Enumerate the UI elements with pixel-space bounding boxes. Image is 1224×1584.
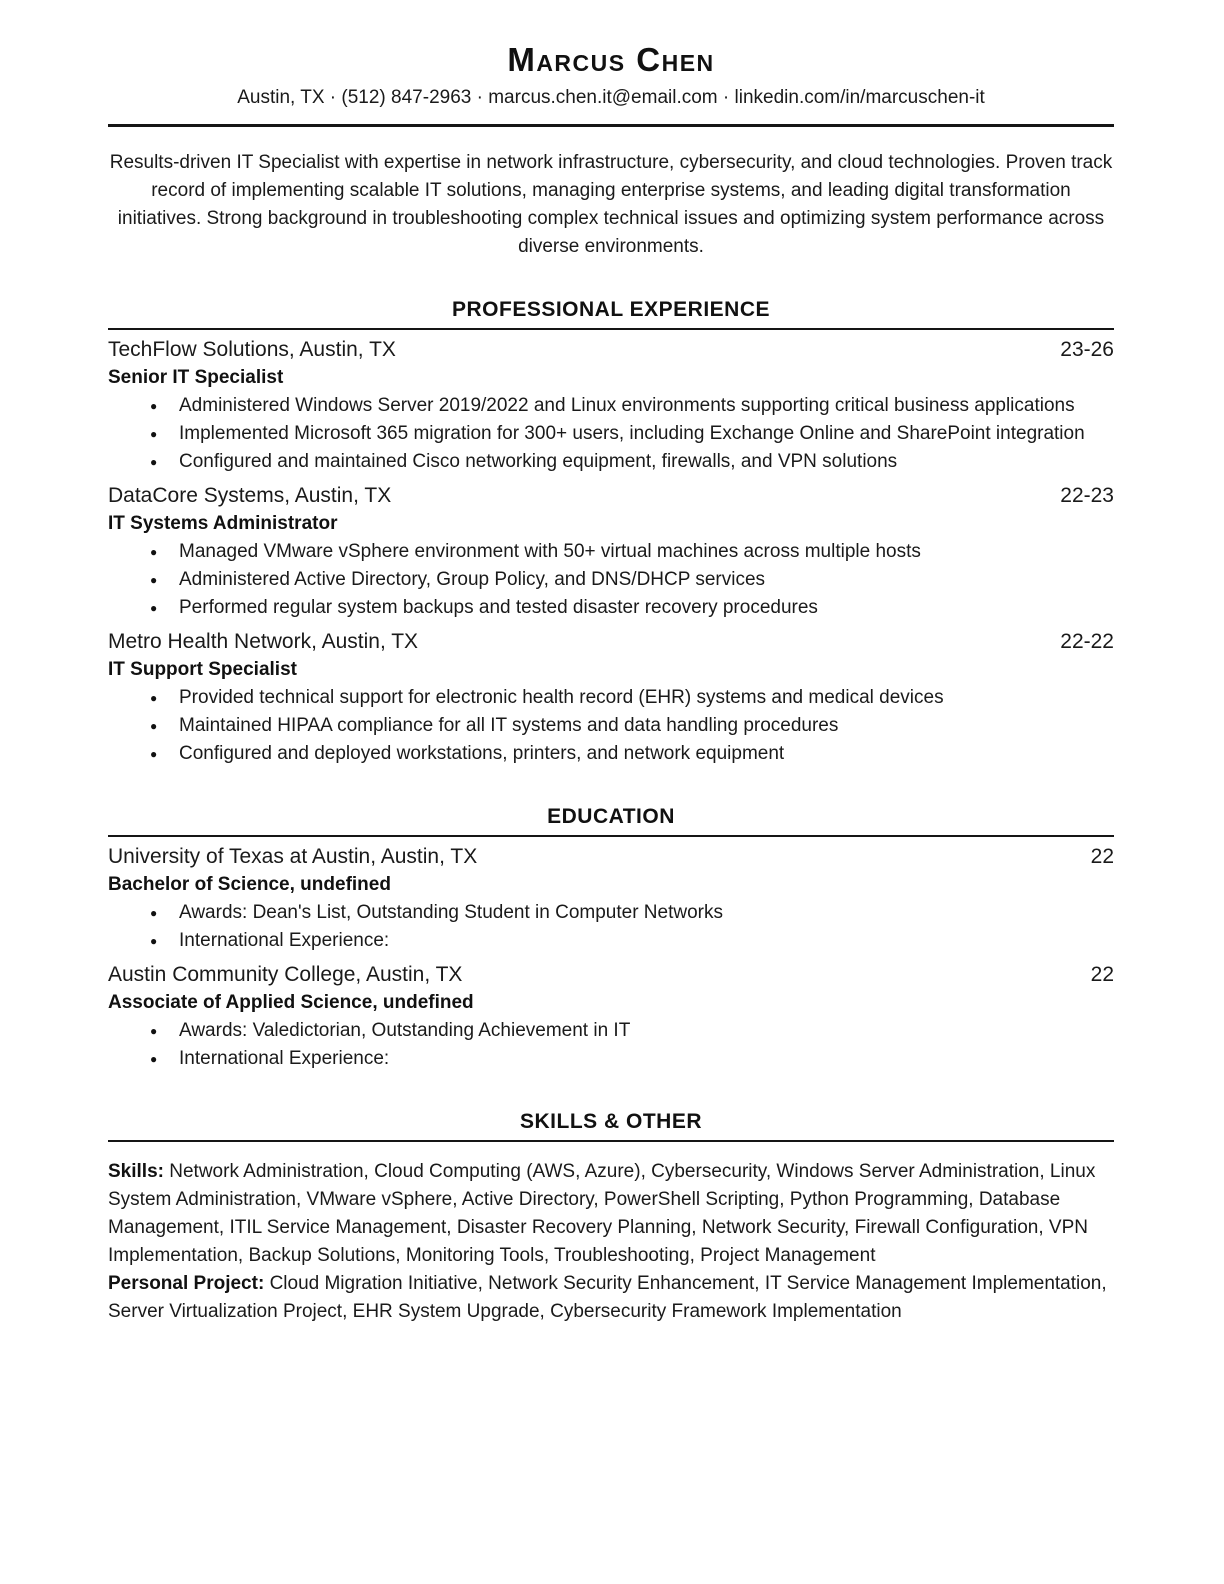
school-name: University of Texas at Austin, Austin, TX — [108, 845, 478, 868]
education-section — [108, 842, 1114, 1073]
degree-title: Bachelor of Science, undefined — [108, 874, 391, 895]
project-label: Personal Project: — [108, 1273, 265, 1294]
experience-section — [108, 335, 1114, 768]
project-paragraph — [108, 1270, 1114, 1326]
summary-text: Results-driven IT Specialist with expertise in network infrastructure, cybersecurity, and cloud technologies. Proven track record of implementing scalable IT solutions, managing enterprise systems, and leading digital transformation initiatives. Strong background in troubleshooting complex technical issues and optimizing system performance across diverse environments. — [109, 152, 1113, 257]
bullet-item: ● Provided technical support for electronic health record (EHR) systems and medical devices — [108, 684, 1114, 712]
job-title: Senior IT Specialist — [108, 367, 284, 388]
entry-header — [108, 335, 1114, 364]
school-name: Austin Community College, Austin, TX — [108, 963, 463, 986]
resume-header — [108, 42, 1114, 127]
section-title-skills: SKILLS & OTHER — [108, 1109, 1114, 1142]
experience-entry — [108, 335, 1114, 476]
bullet-item: ● Configured and maintained Cisco networking equipment, firewalls, and VPN solutions — [108, 448, 1114, 476]
company-name: Metro Health Network, Austin, TX — [108, 630, 419, 653]
education-entry — [108, 960, 1114, 1073]
bullet-list — [108, 1017, 1114, 1073]
degree-title: Associate of Applied Science, undefined — [108, 992, 474, 1013]
section-title-experience: PROFESSIONAL EXPERIENCE — [108, 297, 1114, 330]
bullet-item: ● International Experience: — [108, 1045, 1114, 1073]
bullet-list — [108, 899, 1114, 955]
bullet-item: ● Implemented Microsoft 365 migration for 300+ users, including Exchange Online and SharePoint integration — [108, 420, 1114, 448]
skills-paragraph — [108, 1158, 1114, 1270]
bullet-item: ● Configured and deployed workstations, printers, and network equipment — [108, 740, 1114, 768]
bullet-list — [108, 684, 1114, 768]
bullet-item: ● Awards: Dean's List, Outstanding Student in Computer Networks — [108, 899, 1114, 927]
entry-header — [108, 481, 1114, 510]
bullet-list — [108, 392, 1114, 476]
bullet-item: ● Administered Windows Server 2019/2022 and Linux environments supporting critical business applications — [108, 392, 1114, 420]
skills-section — [108, 1158, 1114, 1326]
bullet-item: ● International Experience: — [108, 927, 1114, 955]
bullet-item: ● Managed VMware vSphere environment with 50+ virtual machines across multiple hosts — [108, 538, 1114, 566]
entry-dates: 22-23 — [1060, 484, 1114, 507]
skills-label: Skills: — [108, 1161, 164, 1182]
skills-text: Network Administration, Cloud Computing (AWS, Azure), Cybersecurity, Windows Server Administration, Linux System Administration, VMware vSphere, Active Directory, PowerShell Scripting, Python Programming, Database Management, ITIL Service Management, Disaster Recovery Planning, Network Security, Firewall Configuration, VPN Implementation, Backup Solutions, Monitoring Tools, Troubleshooting, Project Management — [108, 1161, 1096, 1266]
experience-entry — [108, 481, 1114, 622]
bullet-item: ● Administered Active Directory, Group Policy, and DNS/DHCP services — [108, 566, 1114, 594]
bullet-list — [108, 538, 1114, 622]
contact-line: Austin, TX · (512) 847-2963 · marcus.chen.it@email.com · linkedin.com/in/marcuschen-it — [237, 87, 985, 108]
job-title: IT Systems Administrator — [108, 513, 338, 534]
section-title-education: EDUCATION — [108, 804, 1114, 837]
company-name: TechFlow Solutions, Austin, TX — [108, 338, 396, 361]
company-name: DataCore Systems, Austin, TX — [108, 484, 392, 507]
entry-dates: 22 — [1090, 963, 1114, 986]
entry-dates: 22-22 — [1060, 630, 1114, 653]
job-title: IT Support Specialist — [108, 659, 297, 680]
experience-entry — [108, 627, 1114, 768]
bullet-item: ● Performed regular system backups and tested disaster recovery procedures — [108, 594, 1114, 622]
bullet-item: ● Maintained HIPAA compliance for all IT systems and data handling procedures — [108, 712, 1114, 740]
bullet-item: ● Awards: Valedictorian, Outstanding Achievement in IT — [108, 1017, 1114, 1045]
entry-dates: 23-26 — [1060, 338, 1114, 361]
entry-header — [108, 842, 1114, 871]
resume-name: Marcus Chen — [507, 41, 715, 78]
project-text: Cloud Migration Initiative, Network Security Enhancement, IT Service Management Implementation, Server Virtualization Project, EHR System Upgrade, Cybersecurity Framework Implementation — [108, 1273, 1107, 1322]
entry-header — [108, 960, 1114, 989]
entry-header — [108, 627, 1114, 656]
education-entry — [108, 842, 1114, 955]
entry-dates: 22 — [1090, 845, 1114, 868]
